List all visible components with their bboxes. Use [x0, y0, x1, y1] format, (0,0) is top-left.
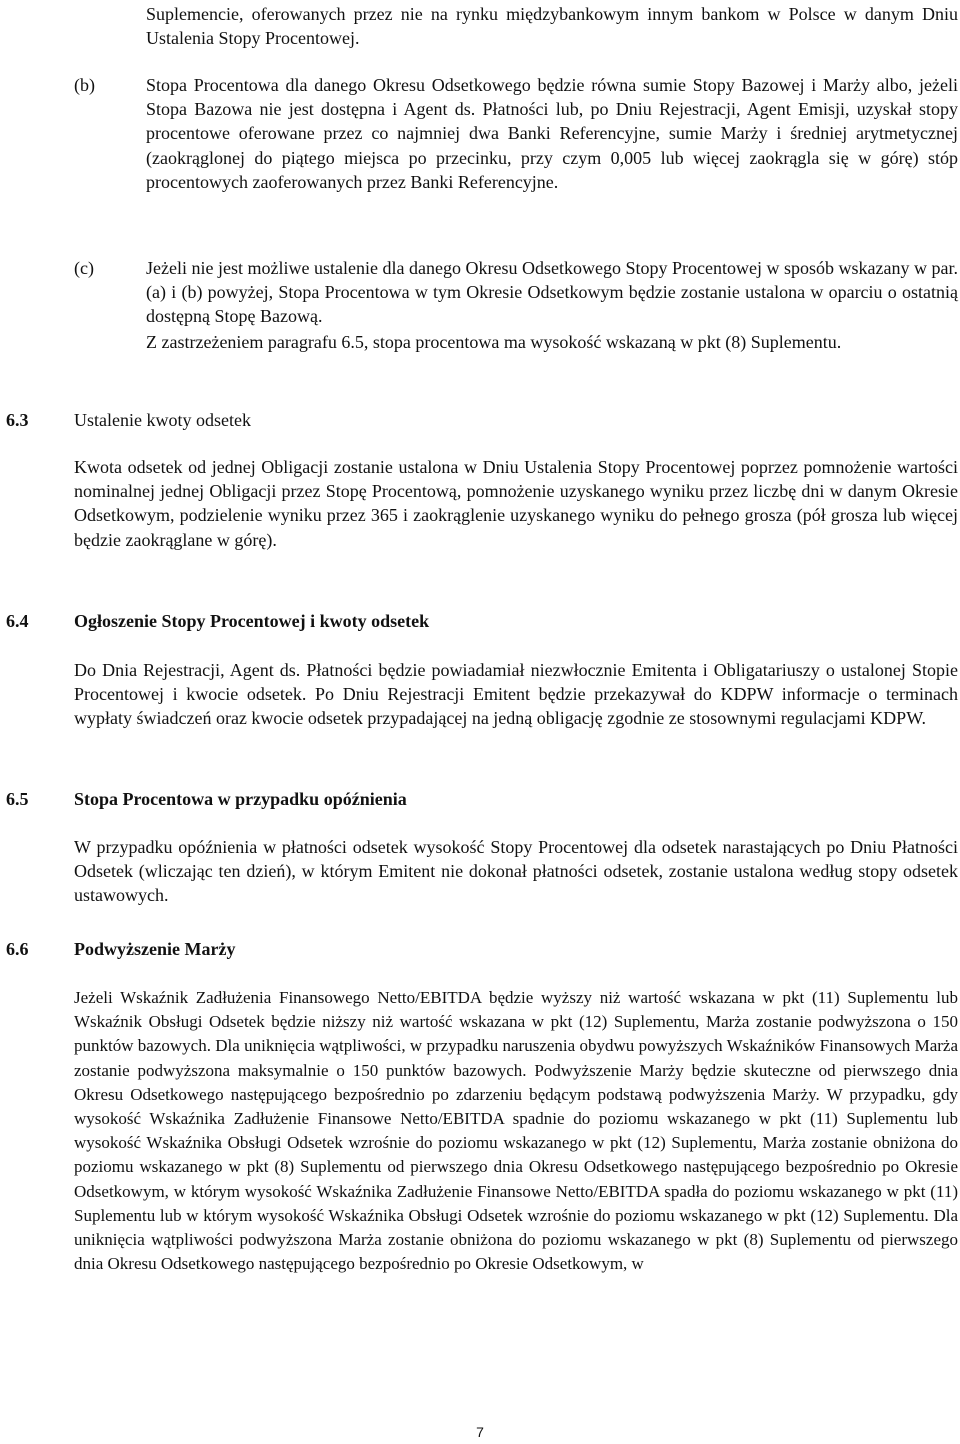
section-title-6-6: Podwyższenie Marży [74, 939, 236, 959]
section-body-6-4: Do Dnia Rejestracji, Agent ds. Płatności będzie powiadamiał niezwłocznie Emitenta i Obligatariuszy o ustalonej Stopie Procentowej i kwocie odsetek. Po Dniu Rejestracji Emitent będzie przekazywał do KDPW informacje o terminach wypłaty świadczeń oraz kwocie odsetek przypadającej na jedną obligację zgodnie ze stosownymi regulacjami KDPW. [74, 660, 958, 729]
section-title-6-3: Ustalenie kwoty odsetek [74, 410, 251, 430]
item-c-text: Jeżeli nie jest możliwe ustalenie dla danego Okresu Odsetkowego Stopy Procentowej w sposób wskazany w par. (a) i (b) powyżej, Stopa Procentowa w tym Okresie Odsetkowym będzie zostanie ustalona w oparciu o ostatnią dostępną Stopę Bazową. [146, 258, 958, 327]
item-label-c: (c) [74, 258, 94, 278]
item-b-text: Stopa Procentowa dla danego Okresu Odsetkowego będzie równa sumie Stopy Bazowej i Marży albo, jeżeli Stopa Bazowa nie jest dostępna i Agent ds. Płatności lub, po Dniu Rejestracji, Agent Emisji, uzyskał stopy procentowe oferowane przez co najmniej dwa Banki Referencyjne, sumie Marży i średniej arytmetycznej (zaokrąglonej do piątego miejsca po przecinku, przy czym 0,005 lub więcej zaokrągla się w górę) stóp procentowych zaoferowanych przez Banki Referencyjne. [146, 75, 958, 192]
section-number-6-4: 6.4 [6, 611, 29, 631]
section-title-6-5: Stopa Procentowa w przypadku opóźnienia [74, 789, 407, 809]
section-body-6-5: W przypadku opóźnienia w płatności odsetek wysokość Stopy Procentowej dla odsetek narastających po Dniu Płatności Odsetek (wliczając ten dzień), w którym Emitent nie dokonał płatności odsetek, zostanie ustalona według stopy odsetek ustawowych. [74, 837, 958, 906]
section-number-6-3: 6.3 [6, 410, 29, 430]
section-body-6-3: Kwota odsetek od jednej Obligacji zostanie ustalona w Dniu Ustalenia Stopy Procentowej poprzez pomnożenie wartości nominalnej jednej Obligacji przez Stopę Procentową, pomnożenie uzyskanego wyniku przez liczbę dni w danym Okresie Odsetkowym, podzielenie wyniku przez 365 i zaokrąglenie uzyskanego wyniku do pełnego grosza (pół grosza lub więcej będzie zaokrąglane w górę). [74, 457, 958, 550]
page-number: 7 [476, 1424, 484, 1440]
section-title-6-4: Ogłoszenie Stopy Procentowej i kwoty odsetek [74, 611, 430, 631]
continuation-paragraph: Suplemencie, oferowanych przez nie na rynku międzybankowym innym bankom w Polsce w danym Dniu Ustalenia Stopy Procentowej. [146, 4, 958, 49]
section-body-6-6: Jeżeli Wskaźnik Zadłużenia Finansowego Netto/EBITDA będzie wyższy niż wartość wskazana w pkt (11) Suplementu lub Wskaźnik Obsługi Odsetek będzie niższy niż wartość wskazana w pkt (12) Suplementu, Marża zostanie podwyższona o 150 punktów bazowych. Dla uniknięcia wątpliwości, w przypadku naruszenia obydwu powyższych Wskaźników Finansowych Marża zostanie podwyższona maksymalnie o 150 punktów bazowych. Podwyższenie Marży będzie skuteczne od pierwszego dnia Okresu Odsetkowego następującego bezpośrednio po zdarzeniu będącym podstawą podwyższenia Marży. W przypadku, gdy wysokość Wskaźnika Zadłużenie Finansowe Netto/EBITDA spadnie do poziomu wskazanego w pkt (11) Suplementu lub wysokość Wskaźnika Obsługi Odsetek wzrośnie do poziomu wskazanego w pkt (12) Suplementu, Marża zostanie obniżona do poziomu wskazanego w pkt (8) Suplementu od pierwszego dnia Okresu Odsetkowego następującego bezpośrednio po Okresie Odsetkowym, w którym wysokość Wskaźnika Zadłużenie Finansowe Netto/EBITDA spadła do poziomu wskazanego w pkt (11) Suplementu lub w którym wysokość Wskaźnika Obsługi Odsetek wzrośnie do poziomu wskazanego w pkt (12) Suplementu. Dla uniknięcia wątpliwości podwyższona Marża zostanie obniżona do poziomu wskazanego w pkt (8) Suplementu od pierwszego dnia Okresu Odsetkowego następującego bezpośrednio po Okresie Odsetkowym, w [74, 988, 958, 1274]
item-label-b: (b) [74, 75, 95, 95]
section-number-6-5: 6.5 [6, 789, 29, 809]
section-number-6-6: 6.6 [6, 939, 29, 959]
item-c-text-2: Z zastrzeżeniem paragrafu 6.5, stopa procentowa ma wysokość wskazaną w pkt (8) Suplementu. [146, 332, 842, 352]
